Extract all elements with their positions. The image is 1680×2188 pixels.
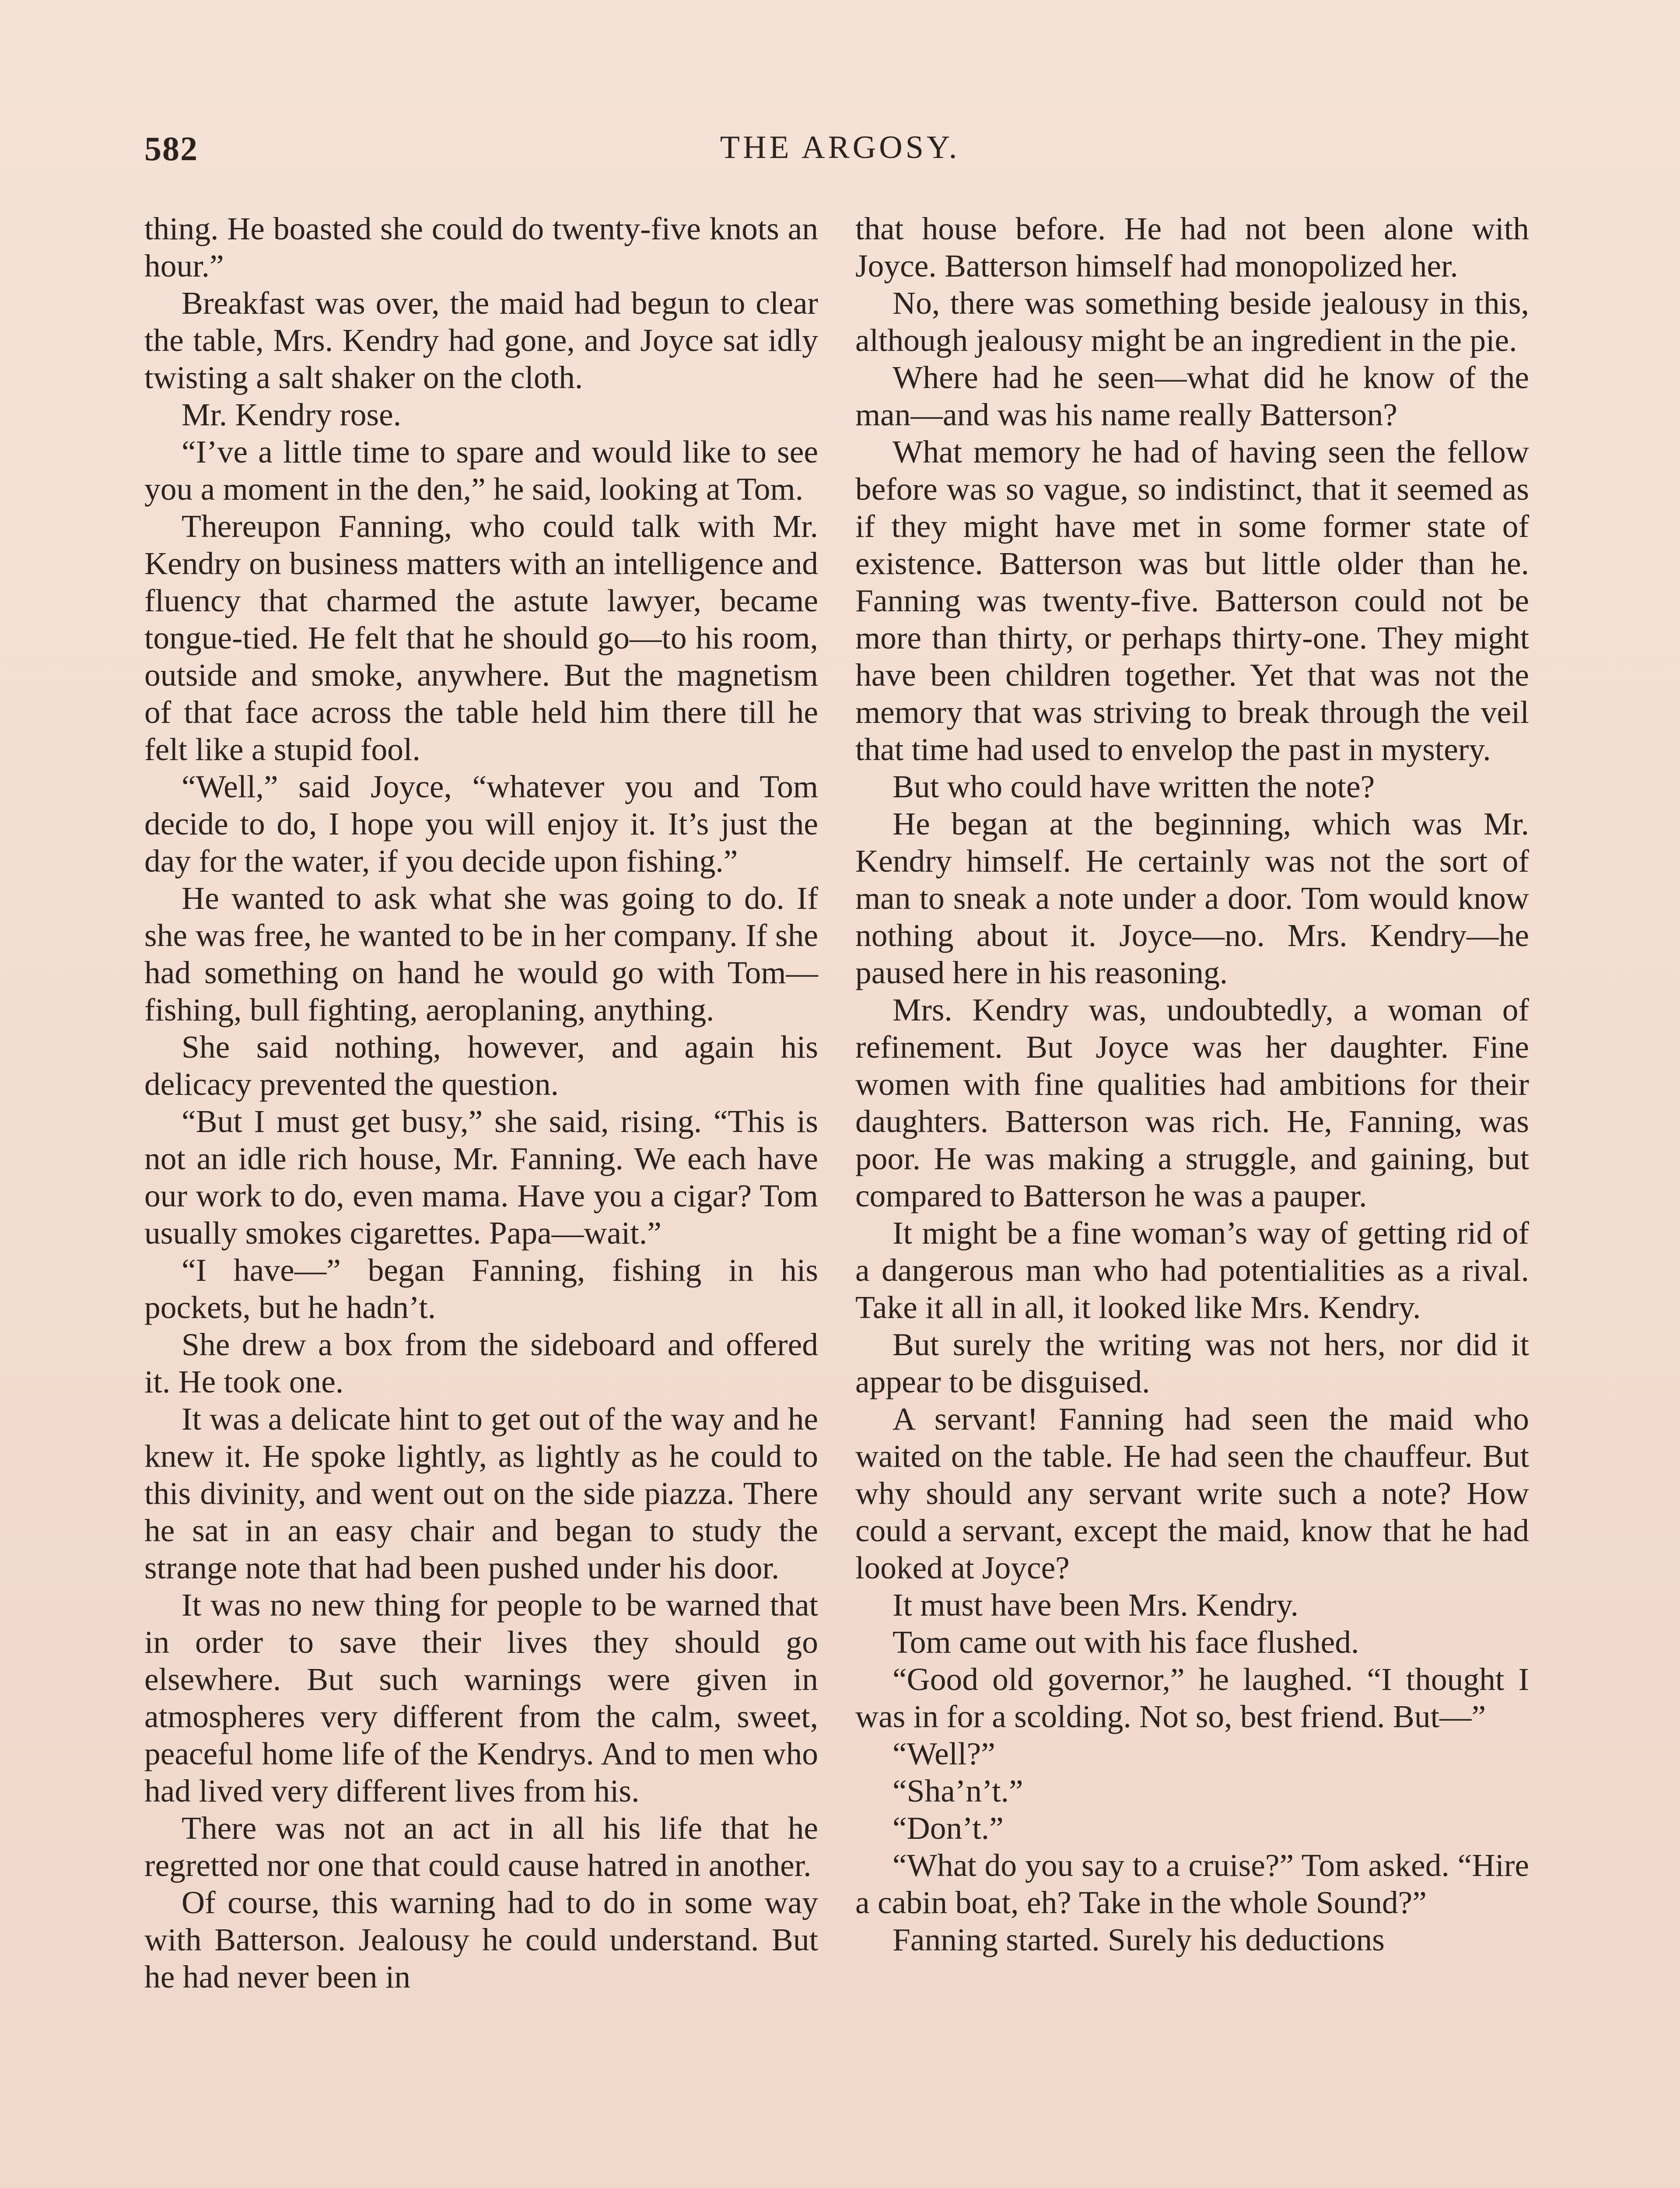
paragraph: It might be a fine woman’s way of getting rid of a dangerous man who had potentialities as a rival. Take it all in all, it looked like Mrs. Kendry. (855, 1215, 1529, 1325)
page-header (144, 129, 1536, 177)
paragraph: Where had he seen—what did he know of the man—and was his name really Batterson? (855, 360, 1529, 432)
paragraph: It must have been Mrs. Kendry. (892, 1587, 1299, 1623)
paragraph: “But I must get busy,” she said, rising. “This is not an idle rich house, Mr. Fanning. We each have our work to do, even mama. Have you a cigar? Tom usually smokes cigarettes. Papa—wait.” (144, 1104, 818, 1251)
paragraph: thing. He boasted she could do twenty-five knots an hour.” (144, 211, 818, 284)
paragraph: that house before. He had not been alone with Joyce. Batterson himself had monopolized her. (855, 211, 1529, 284)
running-title: THE ARGOSY. (720, 130, 960, 165)
page-number: 582 (144, 130, 198, 168)
paragraph: Tom came out with his face flushed. (892, 1624, 1359, 1660)
paragraph: He began at the beginning, which was Mr. Kendry himself. He certainly was not the sort of man to sneak a note under a door. Tom would know nothing about it. Joyce—no. Mrs. Kendry—he paused here in his reasoning. (855, 806, 1529, 990)
paragraph: “I have—” began Fanning, fishing in his pockets, but he hadn’t. (144, 1252, 818, 1325)
paragraph: “Well?” (892, 1736, 995, 1771)
paragraph: Of course, this warning had to do in some way with Batterson. Jealousy he could understand. But he had never been in (144, 1885, 818, 1995)
paragraph: Thereupon Fanning, who could talk with Mr. Kendry on business matters with an intelligence and fluency that charmed the astute lawyer, became tongue-tied. He felt that he should go—to his room, outside and smoke, anywhere. But the magnetism of that face across the table held him there till he felt like a stupid fool. (144, 508, 818, 767)
paragraph: Mr. Kendry rose. (182, 397, 402, 432)
paragraph: No, there was something beside jealousy in this, although jealousy might be an ingredient in the pie. (855, 285, 1529, 358)
paragraph: “Well,” said Joyce, “whatever you and Tom decide to do, I hope you will enjoy it. It’s just the day for the water, if you decide upon fishing.” (144, 769, 818, 879)
right-text-column (855, 210, 1529, 1958)
paragraph: “Good old governor,” he laughed. “I thought I was in for a scolding. Not so, best friend. But—” (855, 1662, 1529, 1734)
paragraph: He wanted to ask what she was going to do. If she was free, he wanted to be in her company. If she had something on hand he would go with Tom—fishing, bull fighting, aeroplaning, anything. (144, 880, 818, 1027)
paragraph: She drew a box from the sideboard and offered it. He took one. (144, 1327, 818, 1399)
paragraph: But surely the writing was not hers, nor did it appear to be disguised. (855, 1327, 1529, 1399)
paragraph: Fanning started. Surely his deductions (892, 1922, 1385, 1957)
paragraph: “Sha’n’t.” (892, 1773, 1023, 1809)
paragraph: She said nothing, however, and again his delicacy prevented the question. (144, 1029, 818, 1102)
left-text-column (144, 210, 818, 1995)
paragraph: It was no new thing for people to be warned that in order to save their lives they should go elsewhere. But such warnings were given in atmospheres very different from the calm, sweet, peaceful home life of the Kendrys. And to men who had lived very different lives from his. (144, 1587, 818, 1809)
paragraph: “Don’t.” (892, 1810, 1004, 1846)
paragraph: It was a delicate hint to get out of the way and he knew it. He spoke lightly, as lightly as he could to this divinity, and went out on the side piazza. There he sat in an easy chair and began to study the strange note that had been pushed under his door. (144, 1401, 818, 1585)
paragraph: Mrs. Kendry was, undoubtedly, a woman of refinement. But Joyce was her daughter. Fine women with fine qualities had ambitions for their daughters. Batterson was rich. He, Fanning, was poor. He was making a struggle, and gaining, but compared to Batterson he was a pauper. (855, 992, 1529, 1213)
paragraph: “What do you say to a cruise?” Tom asked. “Hire a cabin boat, eh? Take in the whole Sound?” (855, 1848, 1529, 1920)
paragraph: There was not an act in all his life that he regretted nor one that could cause hatred in another. (144, 1810, 818, 1883)
paragraph: A servant! Fanning had seen the maid who waited on the table. He had seen the chauffeur. But why should any servant write such a note? How could a servant, except the maid, know that he had looked at Joyce? (855, 1401, 1529, 1585)
paragraph: “I’ve a little time to spare and would like to see you a moment in the den,” he said, looking at Tom. (144, 434, 818, 507)
paragraph: Breakfast was over, the maid had begun to clear the table, Mrs. Kendry had gone, and Joyce sat idly twisting a salt shaker on the cloth. (144, 285, 818, 395)
paragraph: What memory he had of having seen the fellow before was so vague, so indistinct, that it seemed as if they might have met in some former state of existence. Batterson was but little older than he. Fanning was twenty-five. Batterson could not be more than thirty, or perhaps thirty-one. They might have been children together. Yet that was not the memory that was striving to break through the veil that time had used to envelop the past in mystery. (855, 434, 1529, 767)
paragraph: But who could have written the note? (892, 769, 1375, 804)
